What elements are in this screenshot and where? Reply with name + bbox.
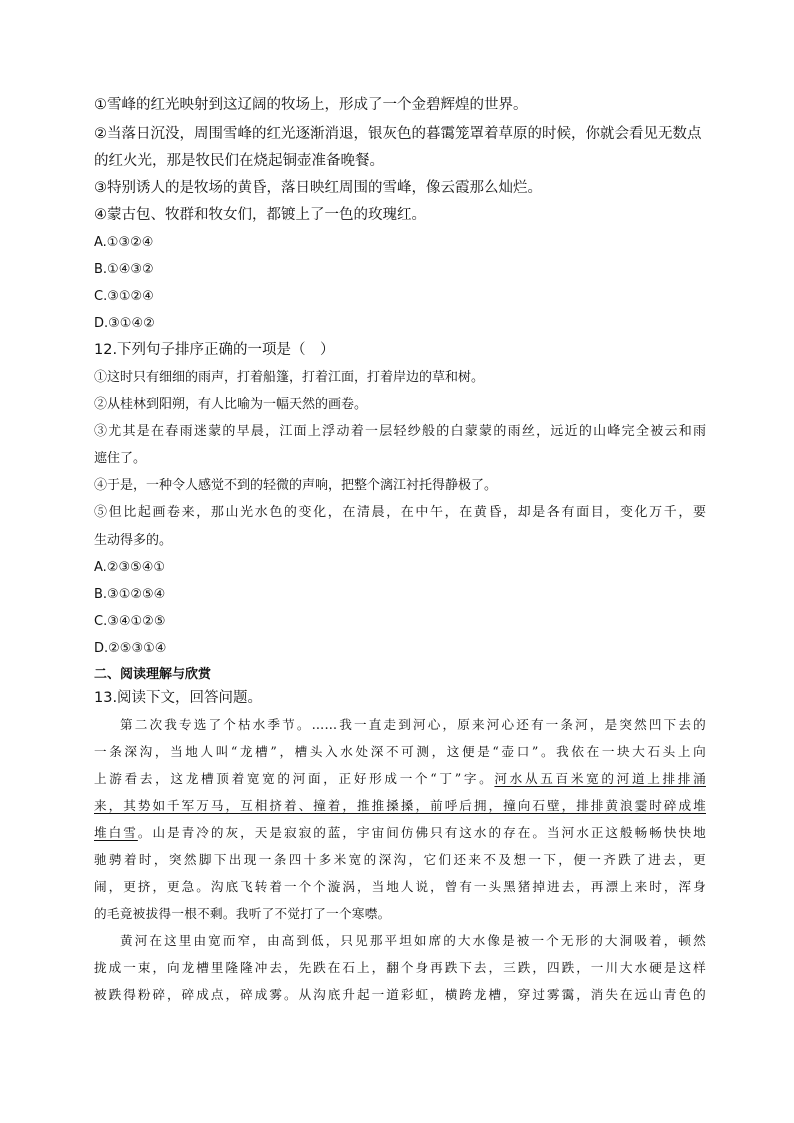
passage-text: 上游看去，这龙槽顶着宽宽的河面，正好形成一个“丁”字。 xyxy=(94,771,495,786)
q11-sentence-4: ④蒙古包、牧群和牧女们，都镀上了一色的玫瑰红。 xyxy=(94,207,426,223)
q11-option-a[interactable]: A.①③②④ xyxy=(94,235,154,250)
q12-sentence-4: ④于是，一种令人感觉不到的轻微的声响，把整个漓江衬托得静极了。 xyxy=(94,478,498,493)
passage-text: 。山是青冷的灰，天是寂寂的蓝，宇宙间仿佛只有这水的存在。当河水正这般畅畅快快地 xyxy=(137,825,706,840)
q12-sentence-3-line-1: ③尤其是在春雨迷蒙的早晨，江面上浮动着一层轻纱般的白蒙蒙的雨丝，远近的山峰完全被云和雨 xyxy=(94,424,706,439)
q12-option-d[interactable]: D.②⑤③①④ xyxy=(94,641,167,656)
q12-option-b[interactable]: B.③①②⑤④ xyxy=(94,587,166,602)
q12-sentence-2: ②从桂林到阳朔，有人比喻为一幅天然的画卷。 xyxy=(94,397,368,412)
q12-sentence-1: ①这时只有细细的雨声，打着船篷，打着江面，打着岸边的草和树。 xyxy=(94,370,485,385)
q12-sentence-3-line-2: 遮住了。 xyxy=(94,451,147,466)
q11-sentence-2-line-1: ②当落日沉没，周围雪峰的红光逐渐消退，银灰色的暮霭笼罩着草原的时候，你就会看见无数点 xyxy=(94,126,702,142)
q12-stem: 12.下列句子排序正确的一项是（ ） xyxy=(94,342,335,358)
passage-p2-line-1: 黄河在这里由宽而窄，由高到低，只见那平坦如席的大水像是被一个无形的大洞吸着，顿然 xyxy=(120,933,706,948)
q12-sentence-5-line-2: 生动得多的。 xyxy=(94,533,173,548)
q13-stem: 13.阅读下文，回答问题。 xyxy=(94,690,263,706)
passage-p2-line-3: 被跌得粉碎，碎成点，碎成雾。从沟底升起一道彩虹，横跨龙槽，穿过雾霭，消失在远山青色的 xyxy=(94,987,706,1002)
passage-p1-line-4-underlined: 来，其势如千军万马，互相挤着、撞着，推推搡搡，前呼后拥，撞向石壁，排排黄浪霎时碎成堆 xyxy=(94,798,706,813)
q11-sentence-2-line-2: 的红火光，那是牧民们在烧起铜壶准备晚餐。 xyxy=(94,153,384,169)
passage-p1-line-1: 第二次我专选了个枯水季节。……我一直走到河心，原来河心还有一条河，是突然凹下去的 xyxy=(120,717,706,732)
q12-sentence-5-line-1: ⑤但比起画卷来，那山光水色的变化，在清晨，在中午，在黄昏，却是各有面目，变化万千，要 xyxy=(94,505,706,520)
q12-option-a[interactable]: A.②③⑤④① xyxy=(94,560,166,575)
q11-option-b[interactable]: B.①④③② xyxy=(94,262,154,277)
passage-p1-line-2: 一条深沟，当地人叫“龙槽”，槽头入水处深不可测，这便是“壶口”。我依在一块大石头上向 xyxy=(94,744,706,759)
passage-p1-line-8: 的毛竟被拔得一根不剩。我听了不觉打了一个寒噤。 xyxy=(94,906,391,921)
underlined-sentence-end: 堆白雪 xyxy=(94,825,138,840)
passage-p2-line-2: 拢成一束，向龙槽里隆隆冲去，先跌在石上，翻个身再跌下去，三跌，四跌，一川大水硬是这样 xyxy=(94,960,706,975)
passage-p1-line-3 xyxy=(94,771,706,787)
section-heading: 二、阅读理解与欣赏 xyxy=(94,667,212,682)
q11-option-d[interactable]: D.③①④② xyxy=(94,316,155,331)
q11-option-c[interactable]: C.③①②④ xyxy=(94,289,154,304)
q11-sentence-1: ①雪峰的红光映射到这辽阔的牧场上，形成了一个金碧辉煌的世界。 xyxy=(94,97,528,113)
passage-p1-line-5 xyxy=(94,825,706,841)
q12-option-c[interactable]: C.③④①②⑤ xyxy=(94,614,166,629)
underlined-sentence: 河水从五百米宽的河道上排排涌 xyxy=(494,771,706,786)
passage-p1-line-7: 闹，更挤，更急。沟底飞转着一个个漩涡，当地人说，曾有一头黑猪掉进去，再漂上来时，浑身 xyxy=(94,879,706,894)
passage-p1-line-6: 驰骋着时，突然脚下出现一条四十多米宽的深沟，它们还来不及想一下，便一齐跌了进去，更 xyxy=(94,852,706,867)
q11-sentence-3: ③特别诱人的是牧场的黄昏，落日映红周围的雪峰，像云霞那么灿烂。 xyxy=(94,180,542,196)
